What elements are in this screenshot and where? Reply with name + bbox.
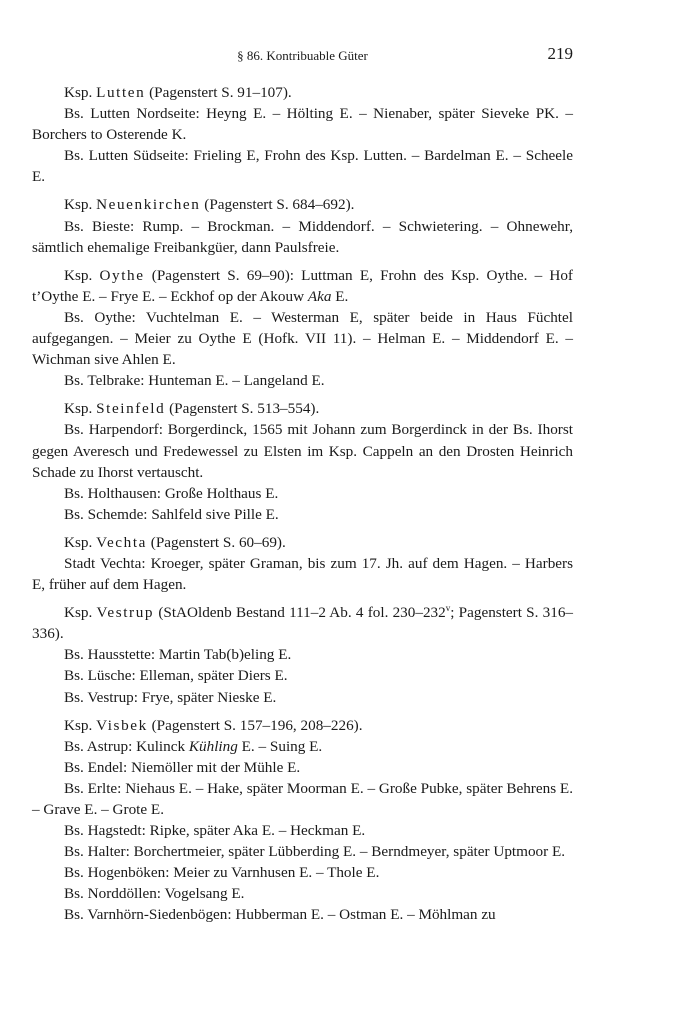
paragraph xyxy=(32,419,573,482)
parish-name: Vestrup xyxy=(96,604,155,622)
text-run: Bs. Vestrup: Frye, später Nieske E. xyxy=(64,688,277,706)
text-run: (StAOldenb Bestand 111–2 Ab. 4 fol. 230–232 xyxy=(154,604,446,622)
text-run: Bs. Erlte: Niehaus E. – Hake, später Moorman E. – Große Pubke, später Behrens E. – Grave E. – Grote E. xyxy=(32,779,573,818)
text-run: Bs. Hagstedt: Ripke, später Aka E. – Heckman E. xyxy=(64,822,366,840)
paragraph xyxy=(32,483,573,504)
text-run: Bs. Schemde: Sahlfeld sive Pille E. xyxy=(64,505,279,523)
running-title: § 86. Kontribuable Güter xyxy=(237,48,368,63)
text-run: Ksp. xyxy=(64,84,97,101)
text-run: Ksp. xyxy=(64,604,97,622)
text-run: Ksp. xyxy=(64,196,97,214)
paragraph xyxy=(32,532,573,553)
running-header xyxy=(32,44,573,68)
text-run: Bs. Varnhörn-Siedenbögen: Hubberman E. – Ostman E. – Möhlman zu xyxy=(64,906,496,924)
parish-name: Lutten xyxy=(96,84,146,101)
text-run: (Pagenstert S. 60–69). xyxy=(147,533,286,551)
parish-name: Steinfeld xyxy=(96,400,166,418)
paragraph xyxy=(32,602,573,644)
paragraph xyxy=(32,883,573,904)
text-run: Bs. Endel: Niemöller mit der Mühle E. xyxy=(64,758,301,776)
paragraph xyxy=(32,398,573,419)
paragraph xyxy=(32,904,573,925)
text-run: Bs. Halter: Borchertmeier, später Lübberding E. – Berndmeyer, später Uptmoor E. xyxy=(64,843,566,861)
italic-gloss: Aka xyxy=(307,287,332,305)
text-run: Bs. Lüsche: Elleman, später Diers E. xyxy=(64,667,288,685)
text-run: Bs. Lutten Südseite: Frieling E, Frohn des Ksp. Lutten. – Bardelman E. – Scheele E. xyxy=(32,147,573,186)
text-run: (Pagenstert S. 91–107). xyxy=(145,84,292,101)
paragraph xyxy=(32,265,573,307)
text-run: Ksp. xyxy=(64,716,97,734)
text-run: Bs. Telbrake: Hunteman E. – Langeland E. xyxy=(64,372,325,390)
paragraph xyxy=(32,841,573,862)
paragraph xyxy=(32,216,573,258)
paragraph xyxy=(32,145,573,187)
text-run: (Pagenstert S. 513–554). xyxy=(165,400,320,418)
paragraph xyxy=(32,307,573,370)
parish-name: Neuenkirchen xyxy=(96,196,201,214)
text-run: Ksp. xyxy=(64,533,97,551)
paragraph xyxy=(32,736,573,757)
text-run: E. – Suing E. xyxy=(237,737,323,755)
text-run: Bs. Oythe: Vuchtelman E. – Westerman E, später beide in Haus Füchtel aufgegangen. – Meier zu Oythe E (Hofk. VII 11). – Helman E. – Middendorf E. – Wichman sive Ahlen E. xyxy=(32,308,573,369)
text-run: (Pagenstert S. 157–196, 208–226). xyxy=(147,716,363,734)
text-run: Bs. Hogenböken: Meier zu Varnhusen E. – Thole E. xyxy=(64,864,380,882)
paragraph xyxy=(32,553,573,595)
text-run: Bs. Astrup: Kulinck xyxy=(64,737,189,755)
paragraph xyxy=(32,644,573,665)
body-text xyxy=(32,82,573,926)
text-run: Bs. Lutten Nordseite: Heyng E. – Hölting E. – Nienaber, später Sieveke PK. – Borchers to Osterende K. xyxy=(32,105,573,144)
text-run: ; Pagenstert S. 316–336). xyxy=(32,604,574,643)
text-run: Bs. Holthausen: Große Holthaus E. xyxy=(64,484,279,502)
paragraph xyxy=(32,687,573,708)
text-run: Bs. Bieste: Rump. – Brockman. – Middendorf. – Schwietering. – Ohnewehr, sämtlich ehemalige Freibankgüer, dann Paulsfreie. xyxy=(32,217,573,256)
text-run: Stadt Vechta: Kroeger, später Graman, bis zum 17. Jh. auf dem Hagen. – Harbers E, früher auf dem Hagen. xyxy=(32,554,573,594)
paragraph xyxy=(32,504,573,525)
superscript: v xyxy=(445,603,451,614)
parish-name: Vechta xyxy=(96,533,147,551)
text-run: E. xyxy=(331,287,349,305)
text-run: Ksp. xyxy=(64,400,97,418)
page-number: 219 xyxy=(547,44,573,63)
paragraph xyxy=(32,103,573,145)
paragraph xyxy=(32,82,573,103)
paragraph xyxy=(32,715,573,736)
text-run: Bs. Harpendorf: Borgerdinck, 1565 mit Johann zum Borgerdinck in der Bs. Ihorst gegen Averesch und Fredewessel zu Elsten im Ksp. Cappeln an den Drosten Heinrich Schade zu Ihorst vertauscht. xyxy=(32,421,573,481)
paragraph xyxy=(32,820,573,841)
italic-gloss: Kühling xyxy=(188,737,238,755)
text-run: Bs. Hausstette: Martin Tab(b)eling E. xyxy=(64,646,292,664)
parish-name: Oythe xyxy=(99,266,145,284)
paragraph xyxy=(32,370,573,391)
parish-name: Visbek xyxy=(96,716,148,734)
paragraph xyxy=(32,862,573,883)
paragraph xyxy=(32,665,573,686)
text-run: Bs. Norddöllen: Vogelsang E. xyxy=(64,885,245,903)
text-run: (Pagenstert S. 684–692). xyxy=(200,196,355,214)
paragraph xyxy=(32,194,573,215)
text-run: Ksp. xyxy=(64,266,100,284)
paragraph xyxy=(32,757,573,778)
paragraph xyxy=(32,778,573,820)
text-run: (Pagenstert S. 69–90): Luttman E, Frohn des Ksp. Oythe. – Hof t’Oythe E. – Frye E. – Eckhof op der Akouw xyxy=(32,266,573,305)
